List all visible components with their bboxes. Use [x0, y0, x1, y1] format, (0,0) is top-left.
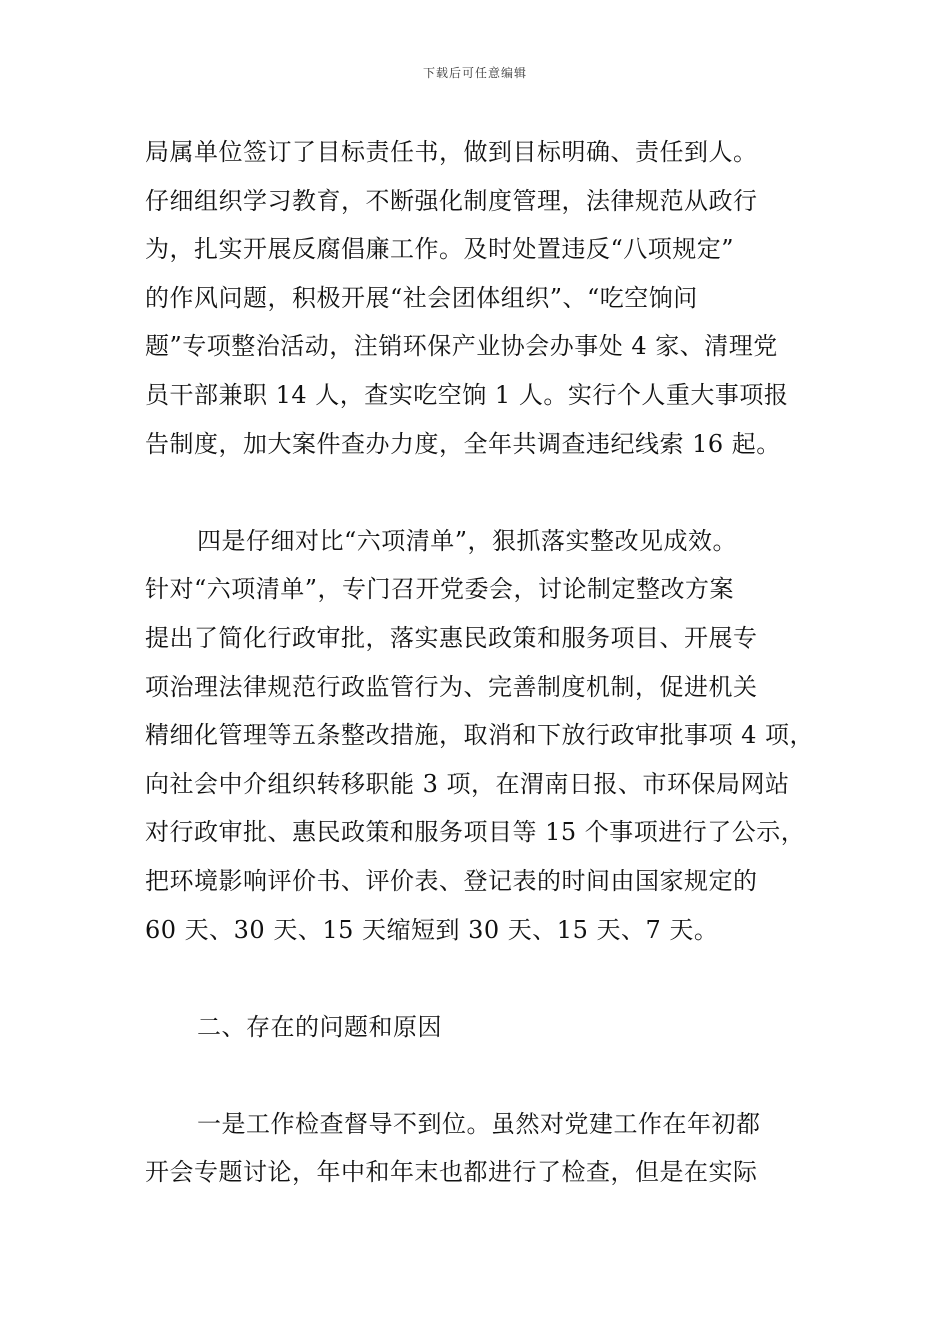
text-line: 精细化管理等五条整改措施，取消和下放行政审批事项 4 项，	[145, 721, 815, 750]
text-line: 向社会中介组织转移职能 3 项，在渭南日报、市环保局网站	[145, 769, 790, 798]
page-header-note: 下载后可任意编辑	[422, 66, 527, 80]
paragraph-first-line: 一是工作检查督导不到位。虽然对党建工作在年初都	[197, 1109, 761, 1138]
paragraph-first-line: 四是仔细对比“六项清单”，狠抓落实整改见成效。	[197, 526, 738, 555]
text-line: 的作风问题，积极开展“社会团体组织”、“吃空饷问	[145, 283, 698, 312]
text-line: 员干部兼职 14 人，查实吃空饷 1 人。实行个人重大事项报	[145, 380, 789, 409]
text-line: 对行政审批、惠民政策和服务项目等 15 个事项进行了公示，	[145, 818, 806, 847]
text-line: 为，扎实开展反腐倡廉工作。及时处置违反“八项规定”	[145, 235, 735, 264]
text-line: 开会专题讨论，年中和年末也都进行了检查，但是在实际	[145, 1158, 758, 1187]
document-body	[145, 128, 825, 1197]
text-line: 告制度，加大案件查办力度，全年共调查违纪线索 16 起。	[145, 429, 781, 458]
text-line: 局属单位签订了目标责任书，做到目标明确、责任到人。	[145, 138, 758, 166]
paragraph-gap	[145, 468, 825, 517]
text-line: 题”专项整治活动，注销环保产业协会办事处 4 家、清理党	[145, 332, 778, 361]
section-heading: 二、存在的问题和原因	[197, 1012, 442, 1041]
text-line: 仔细组织学习教育，不断强化制度管理，法律规范从政行	[145, 186, 758, 215]
paragraph-gap	[145, 1051, 825, 1100]
text-line: 项治理法律规范行政监管行为、完善制度机制，促进机关	[145, 672, 758, 701]
text-line: 针对“六项清单”，专门召开党委会，讨论制定整改方案	[145, 575, 735, 604]
text-line: 60 天、30 天、15 天缩短到 30 天、15 天、7 天。	[145, 915, 719, 944]
text-line: 提出了简化行政审批，落实惠民政策和服务项目、开展专	[145, 623, 758, 652]
text-line: 把环境影响评价书、评价表、登记表的时间由国家规定的	[145, 866, 758, 895]
paragraph-gap	[145, 954, 825, 1003]
